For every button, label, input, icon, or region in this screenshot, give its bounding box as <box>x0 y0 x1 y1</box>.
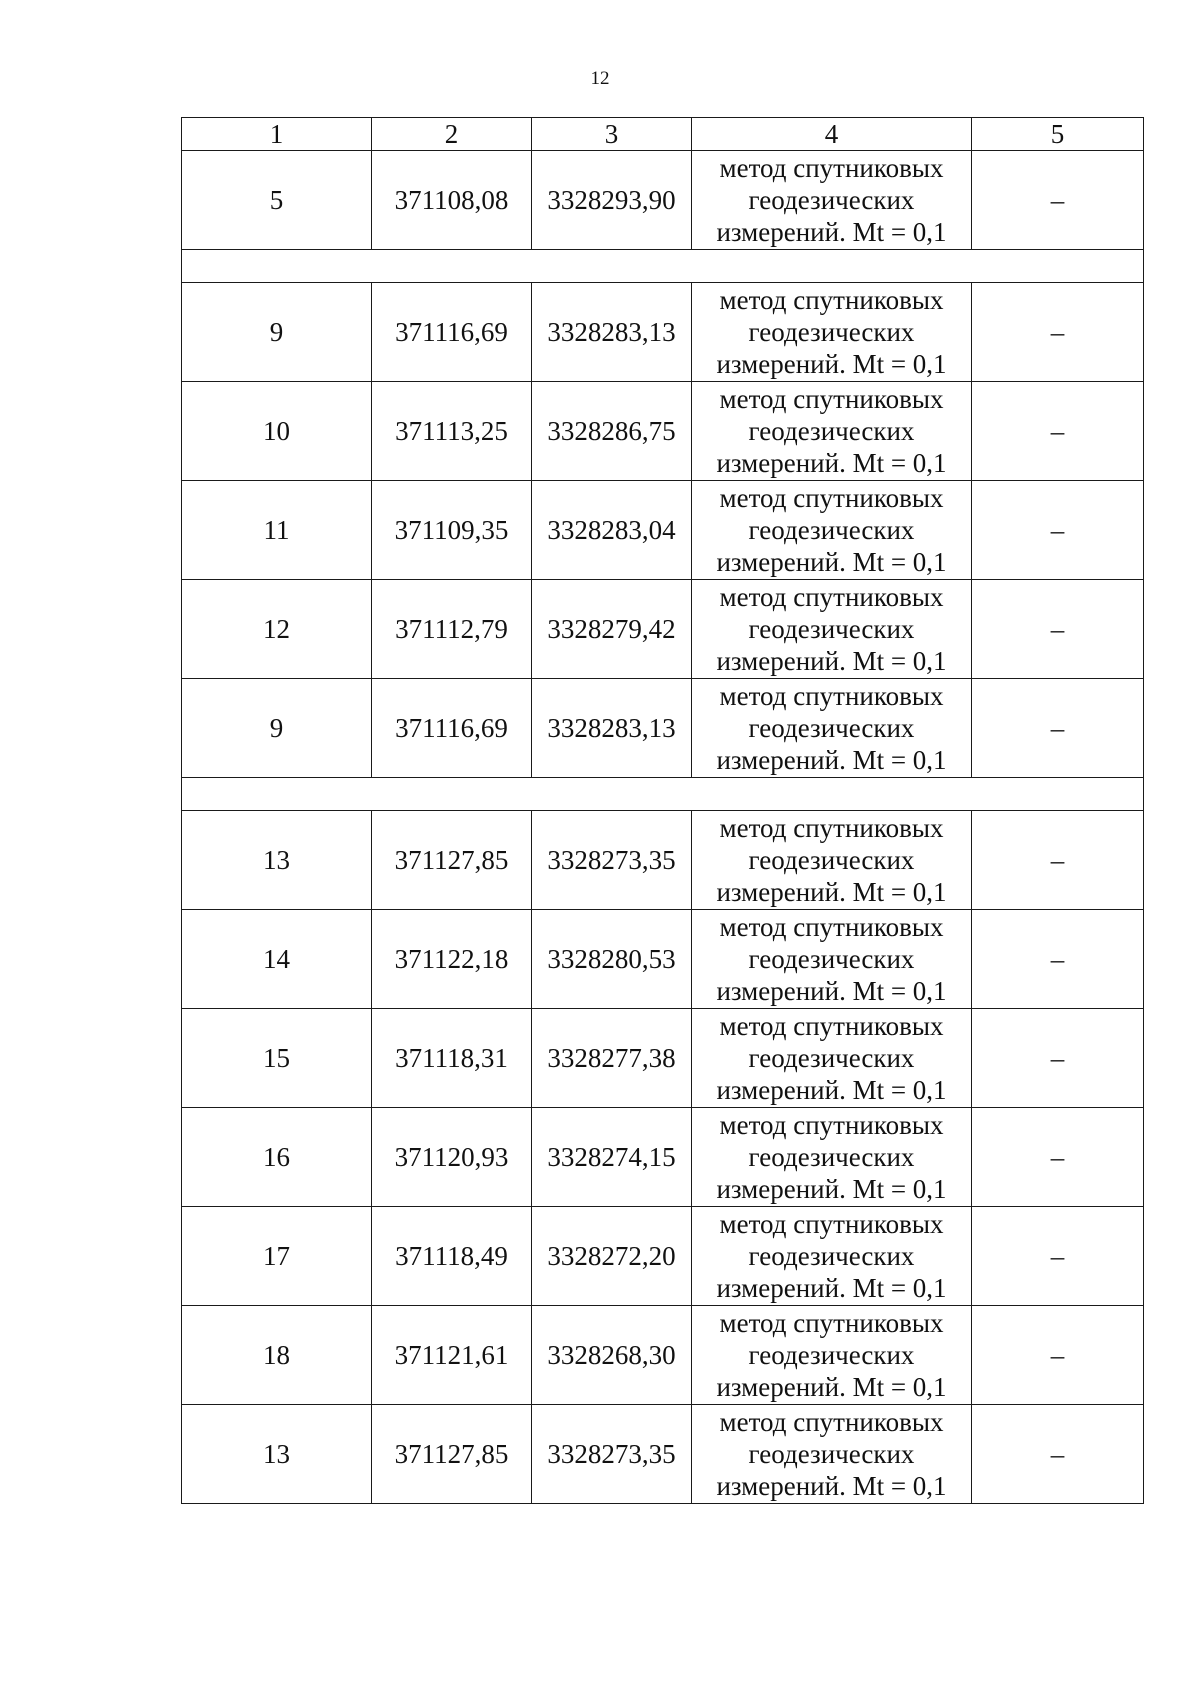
method-line: метод спутниковых <box>719 285 944 315</box>
description-cell: – <box>972 1108 1144 1207</box>
coordinate-x-cell: 371127,85 <box>372 1405 532 1504</box>
point-number-cell: 17 <box>182 1207 372 1306</box>
coordinate-x-cell: 371118,31 <box>372 1009 532 1108</box>
coordinate-x-cell: 371113,25 <box>372 382 532 481</box>
method-line: метод спутниковых <box>719 1209 944 1239</box>
coordinate-x-cell: 371116,69 <box>372 679 532 778</box>
coordinate-x-cell: 371118,49 <box>372 1207 532 1306</box>
method-cell <box>692 811 972 910</box>
method-line: измерений. Mt = 0,1 <box>716 976 947 1006</box>
table-row <box>182 382 1144 481</box>
method-line: измерений. Mt = 0,1 <box>716 1372 947 1402</box>
header-cell-5: 5 <box>972 118 1144 151</box>
header-cell-3: 3 <box>532 118 692 151</box>
coordinate-x-cell: 371108,08 <box>372 151 532 250</box>
method-cell <box>692 1207 972 1306</box>
method-cell <box>692 1405 972 1504</box>
header-row <box>182 118 1144 151</box>
point-number-cell: 14 <box>182 910 372 1009</box>
table-row <box>182 580 1144 679</box>
point-number-cell: 13 <box>182 811 372 910</box>
method-line: измерений. Mt = 0,1 <box>716 217 947 247</box>
coordinate-y-cell: 3328272,20 <box>532 1207 692 1306</box>
table-row <box>182 1207 1144 1306</box>
method-cell <box>692 679 972 778</box>
method-line: метод спутниковых <box>719 582 944 612</box>
method-line: геодезических <box>748 416 915 446</box>
table-row <box>182 481 1144 580</box>
method-line: измерений. Mt = 0,1 <box>716 1174 947 1204</box>
method-line: геодезических <box>748 1241 915 1271</box>
method-cell <box>692 382 972 481</box>
point-number-cell: 15 <box>182 1009 372 1108</box>
table-row <box>182 283 1144 382</box>
description-cell: – <box>972 481 1144 580</box>
method-line: геодезических <box>748 1142 915 1172</box>
block-separator-cell <box>182 250 1144 283</box>
table-row <box>182 151 1144 250</box>
method-line: геодезических <box>748 515 915 545</box>
method-line: метод спутниковых <box>719 813 944 843</box>
table-body <box>182 151 1144 1504</box>
method-line: метод спутниковых <box>719 483 944 513</box>
description-cell: – <box>972 1306 1144 1405</box>
method-line: геодезических <box>748 845 915 875</box>
coordinate-x-cell: 371121,61 <box>372 1306 532 1405</box>
method-line: метод спутниковых <box>719 681 944 711</box>
table-row <box>182 811 1144 910</box>
method-line: измерений. Mt = 0,1 <box>716 646 947 676</box>
description-cell: – <box>972 679 1144 778</box>
point-number-cell: 5 <box>182 151 372 250</box>
coordinate-y-cell: 3328283,04 <box>532 481 692 580</box>
description-cell: – <box>972 382 1144 481</box>
method-cell <box>692 1108 972 1207</box>
point-number-cell: 18 <box>182 1306 372 1405</box>
block-separator-cell <box>182 778 1144 811</box>
method-line: метод спутниковых <box>719 1308 944 1338</box>
coordinate-x-cell: 371122,18 <box>372 910 532 1009</box>
method-line: метод спутниковых <box>719 1407 944 1437</box>
coordinate-y-cell: 3328277,38 <box>532 1009 692 1108</box>
method-line: метод спутниковых <box>719 384 944 414</box>
method-line: метод спутниковых <box>719 1011 944 1041</box>
coordinate-y-cell: 3328273,35 <box>532 1405 692 1504</box>
description-cell: – <box>972 580 1144 679</box>
method-line: геодезических <box>748 1439 915 1469</box>
coordinate-y-cell: 3328293,90 <box>532 151 692 250</box>
method-line: геодезических <box>748 185 915 215</box>
coordinate-y-cell: 3328280,53 <box>532 910 692 1009</box>
block-separator-row <box>182 250 1144 283</box>
method-line: геодезических <box>748 1043 915 1073</box>
table-row <box>182 1306 1144 1405</box>
table-row <box>182 679 1144 778</box>
point-number-cell: 9 <box>182 283 372 382</box>
table-row <box>182 1405 1144 1504</box>
method-line: метод спутниковых <box>719 1110 944 1140</box>
coordinate-x-cell: 371109,35 <box>372 481 532 580</box>
header-cell-2: 2 <box>372 118 532 151</box>
method-line: геодезических <box>748 1340 915 1370</box>
point-number-cell: 13 <box>182 1405 372 1504</box>
method-line: метод спутниковых <box>719 153 944 183</box>
description-cell: – <box>972 283 1144 382</box>
method-line: измерений. Mt = 0,1 <box>716 349 947 379</box>
coordinate-y-cell: 3328283,13 <box>532 283 692 382</box>
method-cell <box>692 580 972 679</box>
coordinate-y-cell: 3328286,75 <box>532 382 692 481</box>
coordinate-y-cell: 3328274,15 <box>532 1108 692 1207</box>
method-line: измерений. Mt = 0,1 <box>716 1471 947 1501</box>
coordinate-y-cell: 3328273,35 <box>532 811 692 910</box>
description-cell: – <box>972 1009 1144 1108</box>
description-cell: – <box>972 151 1144 250</box>
point-number-cell: 12 <box>182 580 372 679</box>
method-line: измерений. Mt = 0,1 <box>716 745 947 775</box>
coordinates-table <box>181 117 1144 1504</box>
coordinate-y-cell: 3328279,42 <box>532 580 692 679</box>
description-cell: – <box>972 1405 1144 1504</box>
method-line: измерений. Mt = 0,1 <box>716 448 947 478</box>
method-cell <box>692 481 972 580</box>
method-line: измерений. Mt = 0,1 <box>716 547 947 577</box>
table-header <box>182 118 1144 151</box>
coordinate-y-cell: 3328283,13 <box>532 679 692 778</box>
description-cell: – <box>972 811 1144 910</box>
page-number: 12 <box>590 68 610 89</box>
table-row <box>182 1108 1144 1207</box>
method-cell <box>692 283 972 382</box>
method-line: геодезических <box>748 944 915 974</box>
method-line: метод спутниковых <box>719 912 944 942</box>
point-number-cell: 16 <box>182 1108 372 1207</box>
header-cell-1: 1 <box>182 118 372 151</box>
method-line: геодезических <box>748 317 915 347</box>
table-row <box>182 1009 1144 1108</box>
block-separator-row <box>182 778 1144 811</box>
header-cell-4: 4 <box>692 118 972 151</box>
method-line: измерений. Mt = 0,1 <box>716 877 947 907</box>
description-cell: – <box>972 1207 1144 1306</box>
coordinate-x-cell: 371127,85 <box>372 811 532 910</box>
method-cell <box>692 1009 972 1108</box>
method-line: геодезических <box>748 614 915 644</box>
coordinate-x-cell: 371112,79 <box>372 580 532 679</box>
method-cell <box>692 910 972 1009</box>
point-number-cell: 10 <box>182 382 372 481</box>
point-number-cell: 11 <box>182 481 372 580</box>
coordinate-y-cell: 3328268,30 <box>532 1306 692 1405</box>
point-number-cell: 9 <box>182 679 372 778</box>
method-cell <box>692 151 972 250</box>
method-cell <box>692 1306 972 1405</box>
method-line: измерений. Mt = 0,1 <box>716 1273 947 1303</box>
description-cell: – <box>972 910 1144 1009</box>
table-row <box>182 910 1144 1009</box>
coordinate-x-cell: 371120,93 <box>372 1108 532 1207</box>
method-line: геодезических <box>748 713 915 743</box>
coordinate-x-cell: 371116,69 <box>372 283 532 382</box>
method-line: измерений. Mt = 0,1 <box>716 1075 947 1105</box>
